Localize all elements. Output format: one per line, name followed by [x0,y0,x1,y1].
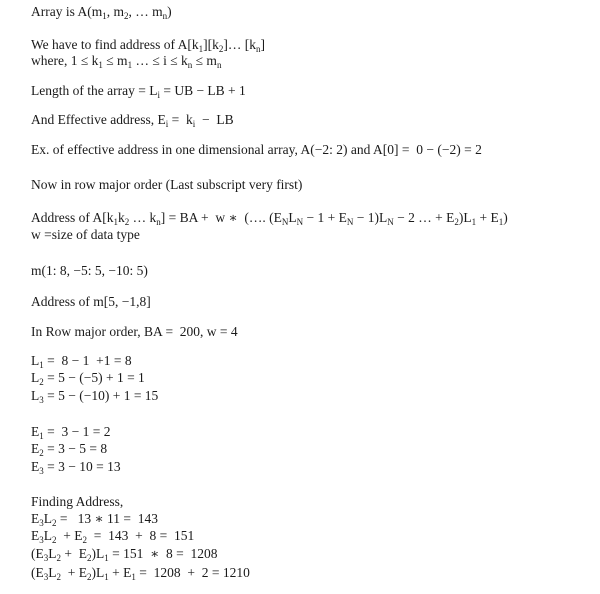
line-goal: We have to find address of $A[k_1][k_2]\dots$ $[k_n]$ [31,37,265,54]
line-l2: $L_2 = 5 - (-5) + 1 = 1$ [31,370,145,387]
line-e3: $E_3 = 3 - 10 = 13$ [31,459,121,476]
line-step1: $E_3L_2 = 13$ ∗ 11 = 143 [31,511,159,528]
line-m-def: m(1: 8, −5: 5, −10: 5) [31,263,148,278]
line-row-major-intro: Now in row major order (Last subscript very first) [31,177,303,192]
line-where: where, $1 \le k_1 \le m_1$ … ≤ $i \le k_n \le m_n$ [31,53,222,70]
line-array-def: Array is $A(m_1$, $m_2$, … $m_n$) [31,4,172,21]
line-l1: $L_1 = 8 - 1 +1 = 8$ [31,353,132,370]
line-l3: $L_3 = 5 - (-10) + 1 = 15$ [31,388,159,405]
line-finding: Finding Address, [31,494,124,509]
line-address-formula: Address of $A[k_1k_2$ … $k_n$] = BA + w ∗ (…. $(E_NL_N - 1 + E_N - 1)L_N - 2$ … + $E_2)L_1 + E_1$) [31,210,508,227]
line-e1: $E_1 = 3 - 1 = 2$ [31,424,111,441]
line-row-major-ba: In Row major order, BA = 200, w = 4 [31,324,238,339]
line-w-def: w =size of data type [31,227,140,242]
line-address-of-m: Address of m[5, −1,8] [31,294,151,309]
line-example: Ex. of effective address in one dimensional array, A(−2: 2) and A[0] = 0 − (−2) = 2 [31,142,482,157]
line-step2: $E_3L_2 + E_2 = 143 + 8 = 151$ [31,528,195,545]
line-e2: $E_2 = 3 - 5 = 8$ [31,441,108,458]
line-length: Length of the array = $L_i$ = UB − LB + 1 [31,83,246,100]
line-step3: $(E_3L_2 + E_2)L_1 = 151$ ∗ 8 = 1208 [31,546,218,563]
line-step4: $(E_3L_2 + E_2)L_1 + E_1 = 1208 + 2 = 1210$ [31,565,250,582]
line-effective: And Effective address, $E_i = k_i$ − LB [31,112,234,129]
